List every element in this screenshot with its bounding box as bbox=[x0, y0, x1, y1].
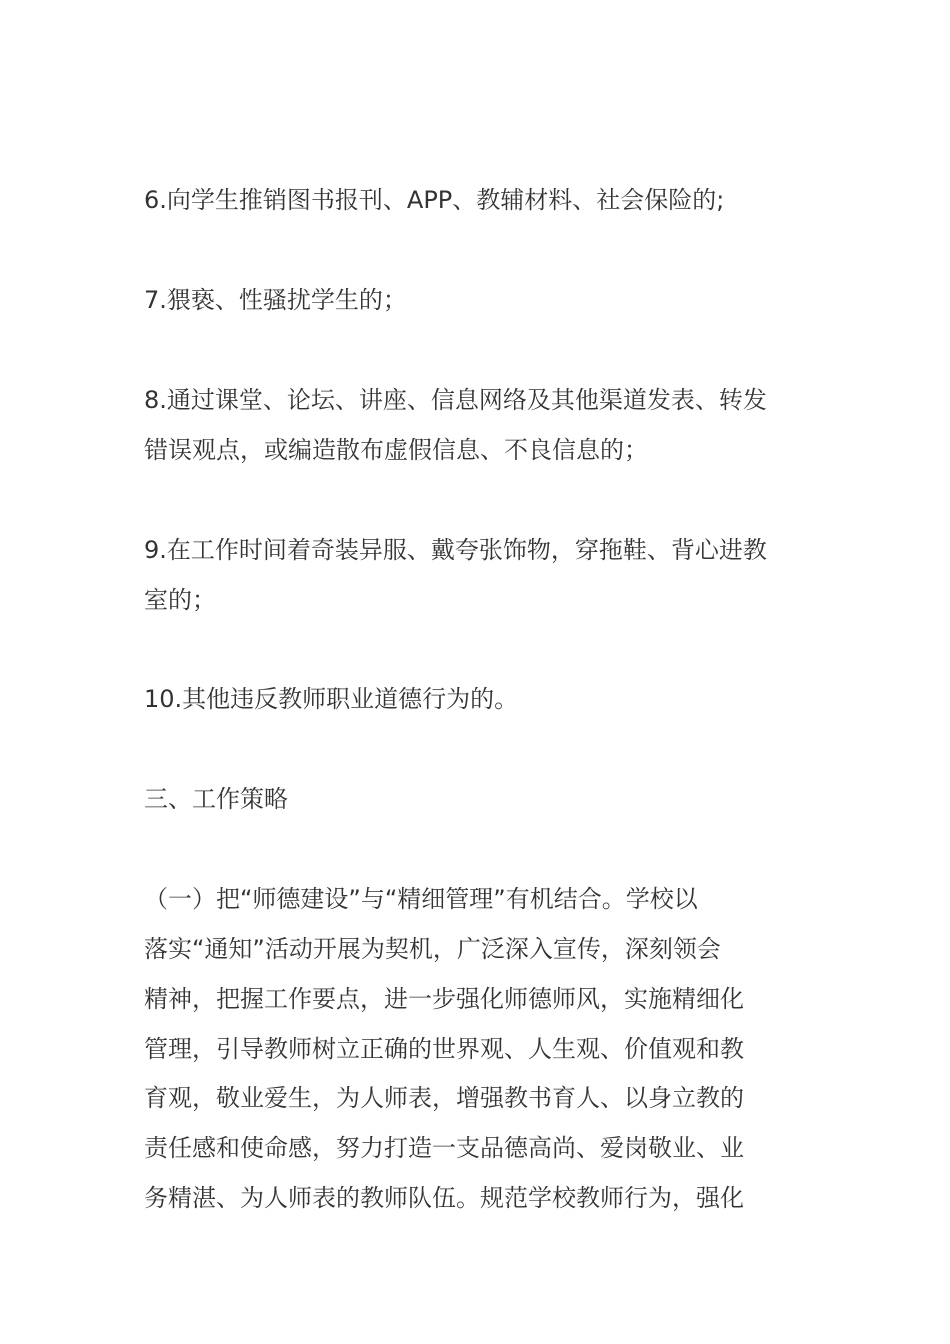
list-item-8-line-2: 错误观点，或编造散布虚假信息、不良信息的； bbox=[144, 436, 648, 464]
paragraph-line-6: 责任感和使命感，努力打造一支品德高尚、爱岗敬业、业 bbox=[144, 1134, 744, 1162]
paragraph-line-4: 管理，引导教师树立正确的世界观、人生观、价值观和教 bbox=[144, 1035, 744, 1063]
paragraph-line-5: 育观，敬业爱生，为人师表，增强教书育人、以身立教的 bbox=[144, 1084, 744, 1112]
paragraph-line-3: 精神，把握工作要点，进一步强化师德师风，实施精细化 bbox=[144, 985, 744, 1013]
paragraph-line-2: 落实“通知”活动开展为契机，广泛深入宣传，深刻领会 bbox=[144, 935, 721, 963]
list-item-9-line-1: 9.在工作时间着奇装异服、戴夸张饰物，穿拖鞋、背心进教 bbox=[144, 536, 767, 564]
list-item-8-line-1: 8.通过课堂、论坛、讲座、信息网络及其他渠道发表、转发 bbox=[144, 386, 767, 414]
list-item-9-line-2: 室的； bbox=[144, 586, 216, 614]
list-item-7: 7.猥亵、性骚扰学生的； bbox=[144, 286, 407, 314]
list-item-6: 6.向学生推销图书报刊、APP、教辅材料、社会保险的; bbox=[144, 186, 725, 214]
section-heading: 三、工作策略 bbox=[144, 785, 288, 813]
paragraph-line-7: 务精湛、为人师表的教师队伍。规范学校教师行为，强化 bbox=[144, 1184, 744, 1212]
paragraph-line-1: （一）把“师德建设”与“精细管理”有机结合。学校以 bbox=[144, 885, 698, 913]
list-item-10: 10.其他违反教师职业道德行为的。 bbox=[144, 685, 519, 713]
